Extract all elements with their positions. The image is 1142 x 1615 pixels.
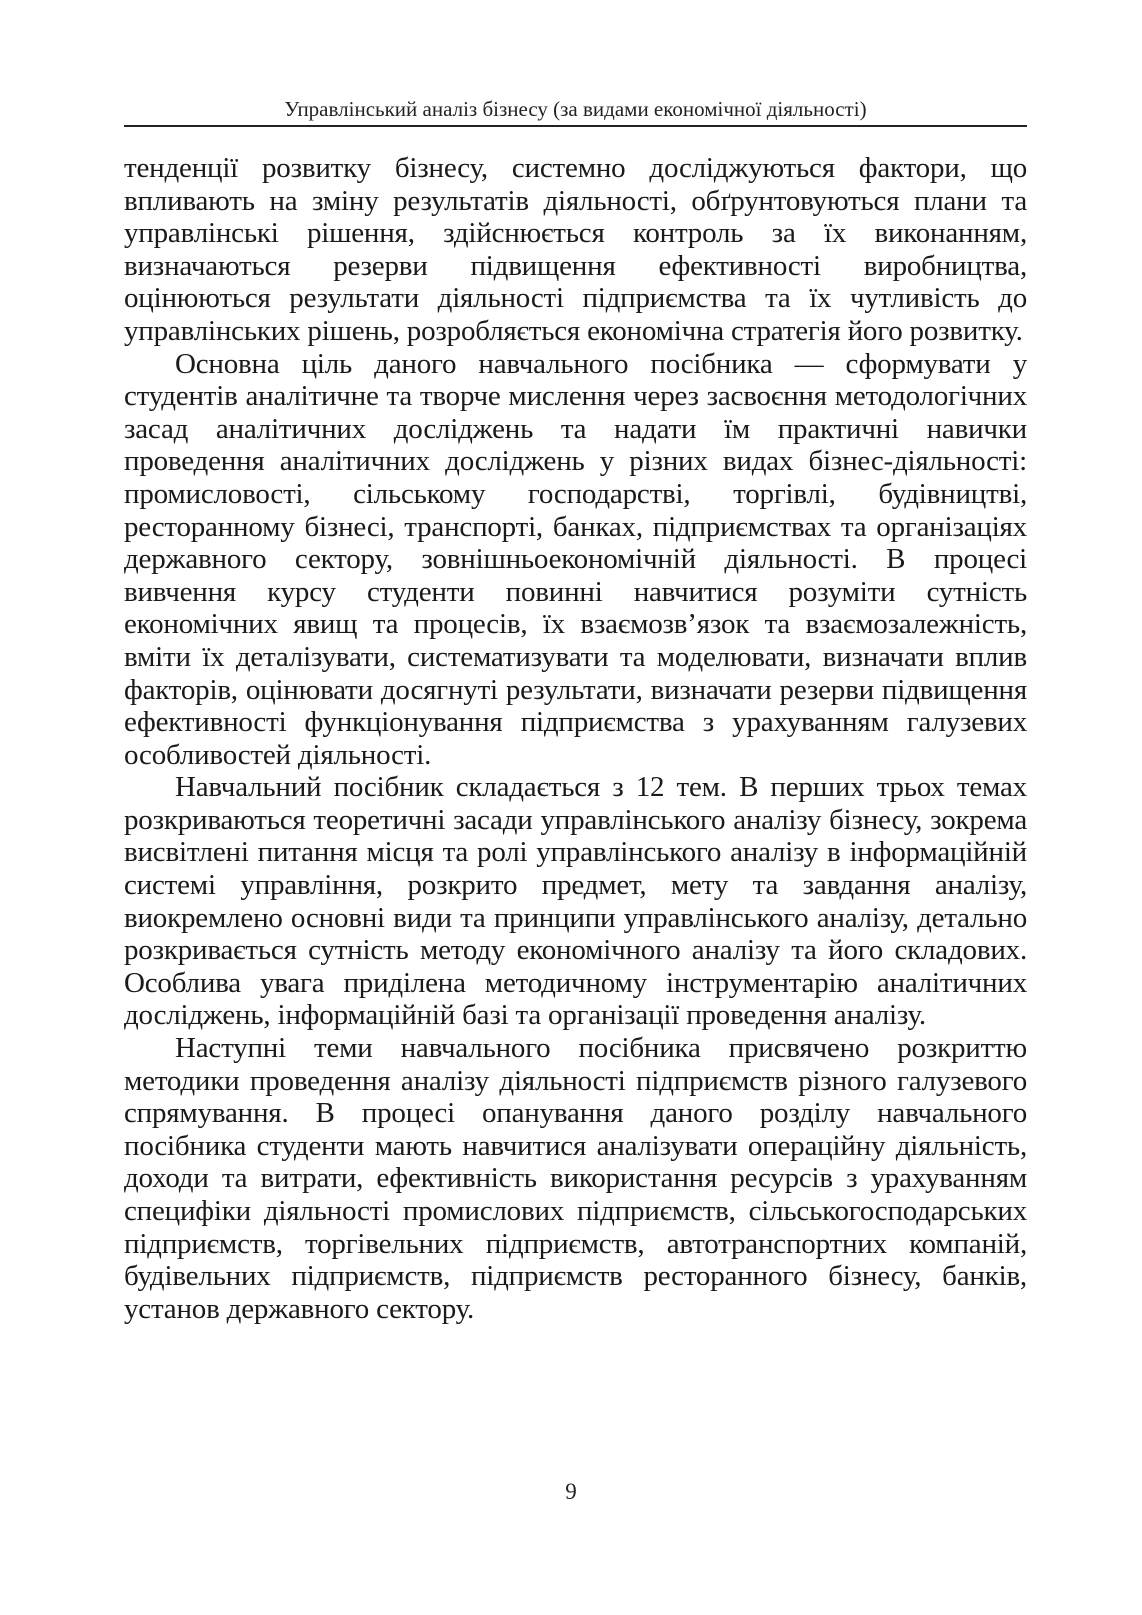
paragraph-2: Основна ціль даного навчального посібника — сформувати у студентів аналітичне та творче мислення через засвоєння методологічних засад аналітичних досліджень та надати їм практичні навички проведення аналітичних досліджень у різних видах бізнес-діяльності: промисловості, сільському господарстві, торгівлі, будівництві, ресторанному бізнесі, транспорті, банках, підприємствах та організаціях державного сектору, зовнішньоекономічній діяльності. В процесі вивчення курсу студенти повинні навчитися розуміти сутність економічних явищ та процесів, їх взаємозв’язок та взаємозалежність, вміти їх деталізувати, систематизувати та моделювати, визначати вплив факторів, оцінювати досягнуті результати, визначати резерви підвищення ефективності функціонування підприємства з урахуванням галузевих особливостей діяльності. [124, 347, 1027, 771]
paragraph-1: тенденції розвитку бізнесу, системно досліджуються фактори, що впливають на зміну результатів діяльності, обґрунтовуються плани та управлінські рішення, здійснюється контроль за їх виконанням, визначаються резерви підвищення ефективності виробництва, оцінюються результати діяльності підприємства та їх чутливість до управлінських рішень, розробляється економічна стратегія його розвитку. [124, 152, 1027, 347]
running-header: Управлінський аналіз бізнесу (за видами економічної діяльності) [284, 97, 867, 121]
paragraph-3: Навчальний посібник складається з 12 тем. В перших трьох темах розкриваються теоретичні засади управлінського аналізу бізнесу, зокрема висвітлені питання місця та ролі управлінського аналізу в інформаційній системі управління, розкрито предмет, мету та завдання аналізу, виокремлено основні види та принципи управлінського аналізу, детально розкривається сутність методу економічного аналізу та його складових. Особлива увага приділена методичному інструментарію аналітичних досліджень, інформаційній базі та організації проведення аналізу. [124, 771, 1027, 1032]
header-divider [124, 125, 1027, 127]
paragraph-4: Наступні теми навчального посібника присвячено розкриттю методики проведення аналізу діяльності підприємств різного галузевого спрямування. В процесі опанування даного розділу навчального посібника студенти мають навчитися аналізувати операційну діяльність, доходи та витрати, ефективність використання ресурсів з урахуванням специфіки діяльності промислових підприємств, сільськогосподарських підприємств, торгівельних підприємств, автотранспортних компаній, будівельних підприємств, підприємств ресторанного бізнесу, банків, установ державного сектору. [124, 1032, 1027, 1325]
body-text [124, 152, 1027, 1325]
page-number: 9 [565, 1479, 577, 1504]
